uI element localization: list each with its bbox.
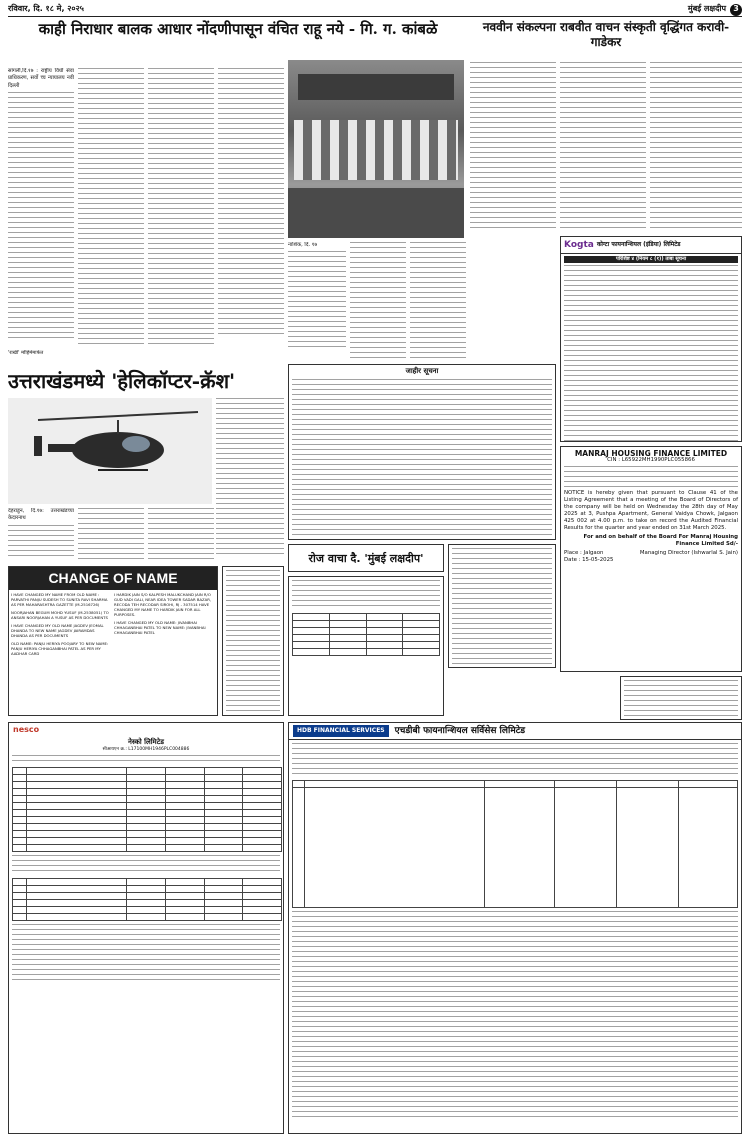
change-of-name-item: I HARDIK JAIN S/O KALPESH MALUKCHAND JAIN R/O GUD VADI GALI, NEAR IDEA TOWER SADAR BAZAR, RECODA TEH RECODAR SIROHI, RJ - 307514 HAVE CHANGED MY NAME TO HARDIK JAIN FOR ALL PURPOSES.: [114, 591, 212, 617]
change-of-name-item: NOORJAHAN BEGUM MOHD YUSUF (M-2538051) TO ANSARI NOORJAHAN A YUSUF AS PER DOCUMENTS: [11, 609, 109, 620]
page-header: [8, 3, 742, 17]
promo-banner: रोज वाचा दै. 'मुंबई लक्षदीप': [288, 544, 444, 572]
story3-col1: देहराडून, दि.१७: उत्तराखंडच्या केदारनाथ: [8, 508, 74, 560]
story1-col2: [78, 68, 144, 348]
manraj-date: Date : 15-05-2025: [564, 557, 614, 563]
change-of-name-title: CHANGE OF NAME: [9, 567, 217, 590]
paper-title: मुंबई लक्षदीप: [687, 4, 726, 14]
story2-col3: [410, 242, 466, 360]
change-of-name-item: OLD NAME: PANJU HERIYA POOJARY TO NEW NAME: PANJU HERIYA CHHAGANBHAI PATEL AS PER MY AADHAR CARD: [11, 640, 109, 656]
issue-date: रविवार, दि. १८ मे, २०२५: [8, 4, 84, 14]
nesco-cin: सीआयएन क्र.: L17100MH1946PLC004886: [102, 747, 190, 753]
public-notice-4: [620, 676, 742, 720]
hdb-title: एचडीबी फायनान्शियल सर्विसेस लिमिटेड: [394, 726, 526, 736]
nesco-results: [8, 722, 284, 1134]
hdb-logo: HDB FINANCIAL SERVICES: [293, 725, 389, 737]
story3-headline: उत्तराखंडमध्ये 'हेलिकॉप्टर-क्रॅश': [8, 369, 236, 393]
story3-col4: [216, 398, 284, 558]
kogta-subtitle: कोग्टा फायनान्शियल (इंडिया) लिमिटेड: [596, 241, 681, 249]
story1-col4: [218, 68, 284, 338]
story2-headline: नववीन संकल्पना राबवीत वाचन संस्कृती वृद्धिंगत करावी- गाडेकर: [482, 20, 730, 49]
story1-col3: [148, 68, 214, 348]
story1-sig: 'राखी' मोहिमेमार्फत: [8, 350, 44, 356]
public-notice-2: [222, 566, 284, 716]
tender-table: [288, 576, 444, 716]
nesco-logo: nesco: [13, 725, 40, 734]
page-number: 3: [730, 4, 742, 16]
hdb-notice: [288, 722, 742, 1134]
manraj-place: Place : Jalgaon: [564, 550, 604, 556]
story3-col3: [148, 508, 214, 560]
kogta-notice-title: परिशिष्ट ४ (नियम ८ (१)) ताबा सूचना: [564, 256, 738, 263]
story2-col4: [470, 62, 556, 232]
helicopter-photo: [8, 398, 212, 504]
story2-col6: [650, 62, 742, 232]
kogta-notice: [560, 236, 742, 442]
manraj-director: Managing Director (Ishwarlal S. Jain): [639, 550, 738, 556]
change-of-name-item: I HAVE CHANGED MY NAME FROM OLD NAME : PARVATHI PANJU SUDESH TO SUNITA RAVI SHARMA AS PER MAHARASHTRA GAZETTE (M-2516726): [11, 591, 108, 607]
story3-col2: [78, 508, 144, 560]
change-of-name-col-right: [114, 592, 215, 656]
change-of-name-col-left: [11, 592, 112, 656]
public-notice-title: जाहीर सूचना: [405, 367, 439, 375]
manraj-cin: CIN : L65922MH1990PLC055866: [607, 457, 695, 463]
event-photo: [288, 60, 464, 238]
story1-col1: सांगली,दि.१७ : राष्ट्रीय विधी सेवा प्राधिकरण, सर्वो च्च न्यायालय नवी दिल्ली: [8, 68, 74, 350]
story2-col1: नाशिक, दि. १७: [288, 242, 346, 360]
change-of-name-item: I HAVE CHANGED MY OLD NAME: JIVANBHAI CHHAGANBHAI PATEL TO NEW NAME: JIVANBHAI CHHAGANBHAI PATEL: [114, 619, 206, 635]
change-of-name-section: [8, 566, 218, 716]
nesco-title: नेस्को लिमिटेड: [127, 737, 165, 746]
kogta-logo: Kogta: [564, 240, 594, 250]
manraj-title: MANRAJ HOUSING FINANCE LIMITED: [574, 449, 728, 458]
public-notice-3: [448, 544, 556, 668]
public-notice-1: [288, 364, 556, 540]
story1-headline: काही निराधार बालक आधार नोंदणीपासून वंचित राहू नये - गि. ग. कांबळे: [38, 20, 438, 38]
manraj-sign: For and on behalf of the Board For Manraj Housing Finance Limited Sd/-: [583, 534, 738, 547]
manraj-notice: [560, 446, 742, 672]
manraj-body: NOTICE is hereby given that pursuant to Clause 41 of the Listing Agreement that a meeting of the Board of Directors of the company will be held on Wednesday the 28th day of May 2025 at 3, Pushpa Apartment, General Vaidya Chowk, Jalgaon 425 002 at 4.00 p.m. to take on record the Audited Financial Results for the quarter and year ended on 31st March 2025.: [564, 490, 738, 531]
story2-col5: [560, 62, 646, 232]
story2-col2: [350, 242, 406, 360]
change-of-name-item: I HAVE CHANGED MY OLD NAME JAGDEV JEOMAL DHANDA TO NEW NAME JAGDEV JAIRAMDAS DHANDA AS PER DOCUMENTS: [11, 622, 104, 638]
